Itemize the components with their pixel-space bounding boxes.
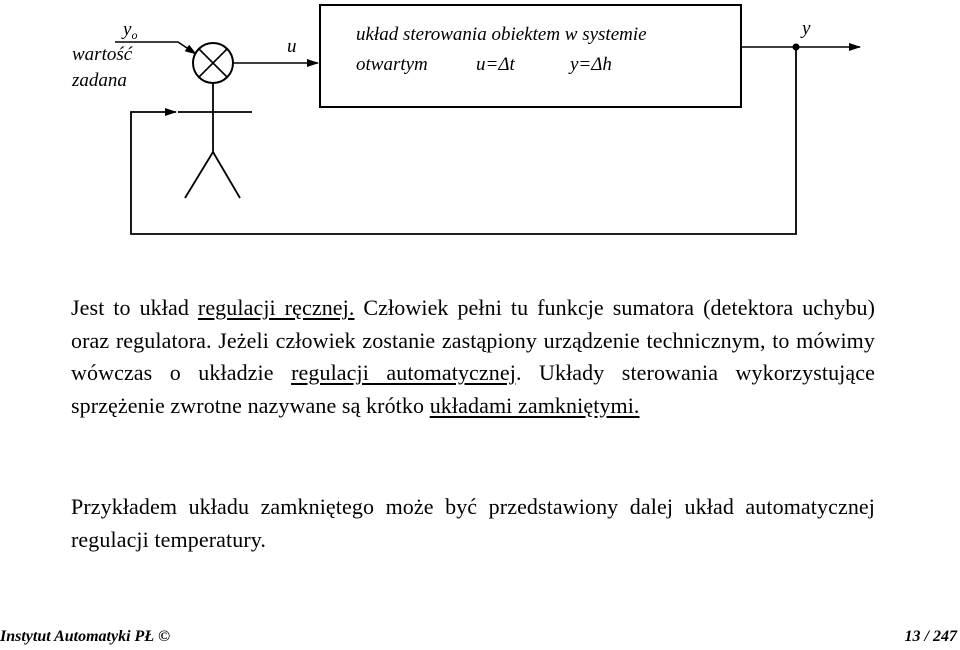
summing-junction bbox=[193, 43, 233, 83]
setpoint-symbol: $y_o$ bbox=[123, 19, 138, 42]
plant-block-line2-c: y=Δh bbox=[570, 54, 612, 75]
term-manual-control: regulacji ręcznej. bbox=[197, 295, 355, 320]
plant-block-line1: układ sterowania obiektem w systemie bbox=[356, 24, 647, 45]
output-label: y bbox=[802, 18, 811, 39]
setpoint-label-line1: wartość bbox=[72, 44, 133, 65]
plant-block-line2-a: otwartym bbox=[356, 54, 428, 75]
feedback-path bbox=[131, 47, 796, 234]
block-diagram bbox=[0, 0, 960, 270]
setpoint-label-line2: zadana bbox=[72, 70, 127, 91]
footer-page-number: 13 / 247 bbox=[904, 628, 957, 645]
paragraph-example: Przykładem układu zamkniętego może być przedstawiony dalej układ automatycznej regulacji temperatury. bbox=[71, 494, 875, 552]
plant-block-line2-b: u=Δt bbox=[476, 54, 515, 75]
term-automatic-control: regulacji automatycznej bbox=[291, 360, 516, 385]
human-operator-figure bbox=[178, 83, 252, 198]
paragraph-manual-control: Jest to układ regulacji ręcznej. Człowiek pełni tu funkcje sumatora (detektora uchybu) oraz regulatora. Jeżeli człowiek zostanie zastąpiony urządzenie technicznym, to mówimy wówczas o układzie regulacji automatycznej. Układy sterowania wykorzystujące sprzężenie zwrotne nazywane są krótko układami zamkniętymi. bbox=[71, 295, 875, 418]
footer-institute: Instytut Automatyki PŁ © bbox=[0, 628, 171, 645]
control-signal-label: u bbox=[287, 36, 297, 57]
term-closed-loop: układami zamkniętymi. bbox=[429, 392, 640, 418]
